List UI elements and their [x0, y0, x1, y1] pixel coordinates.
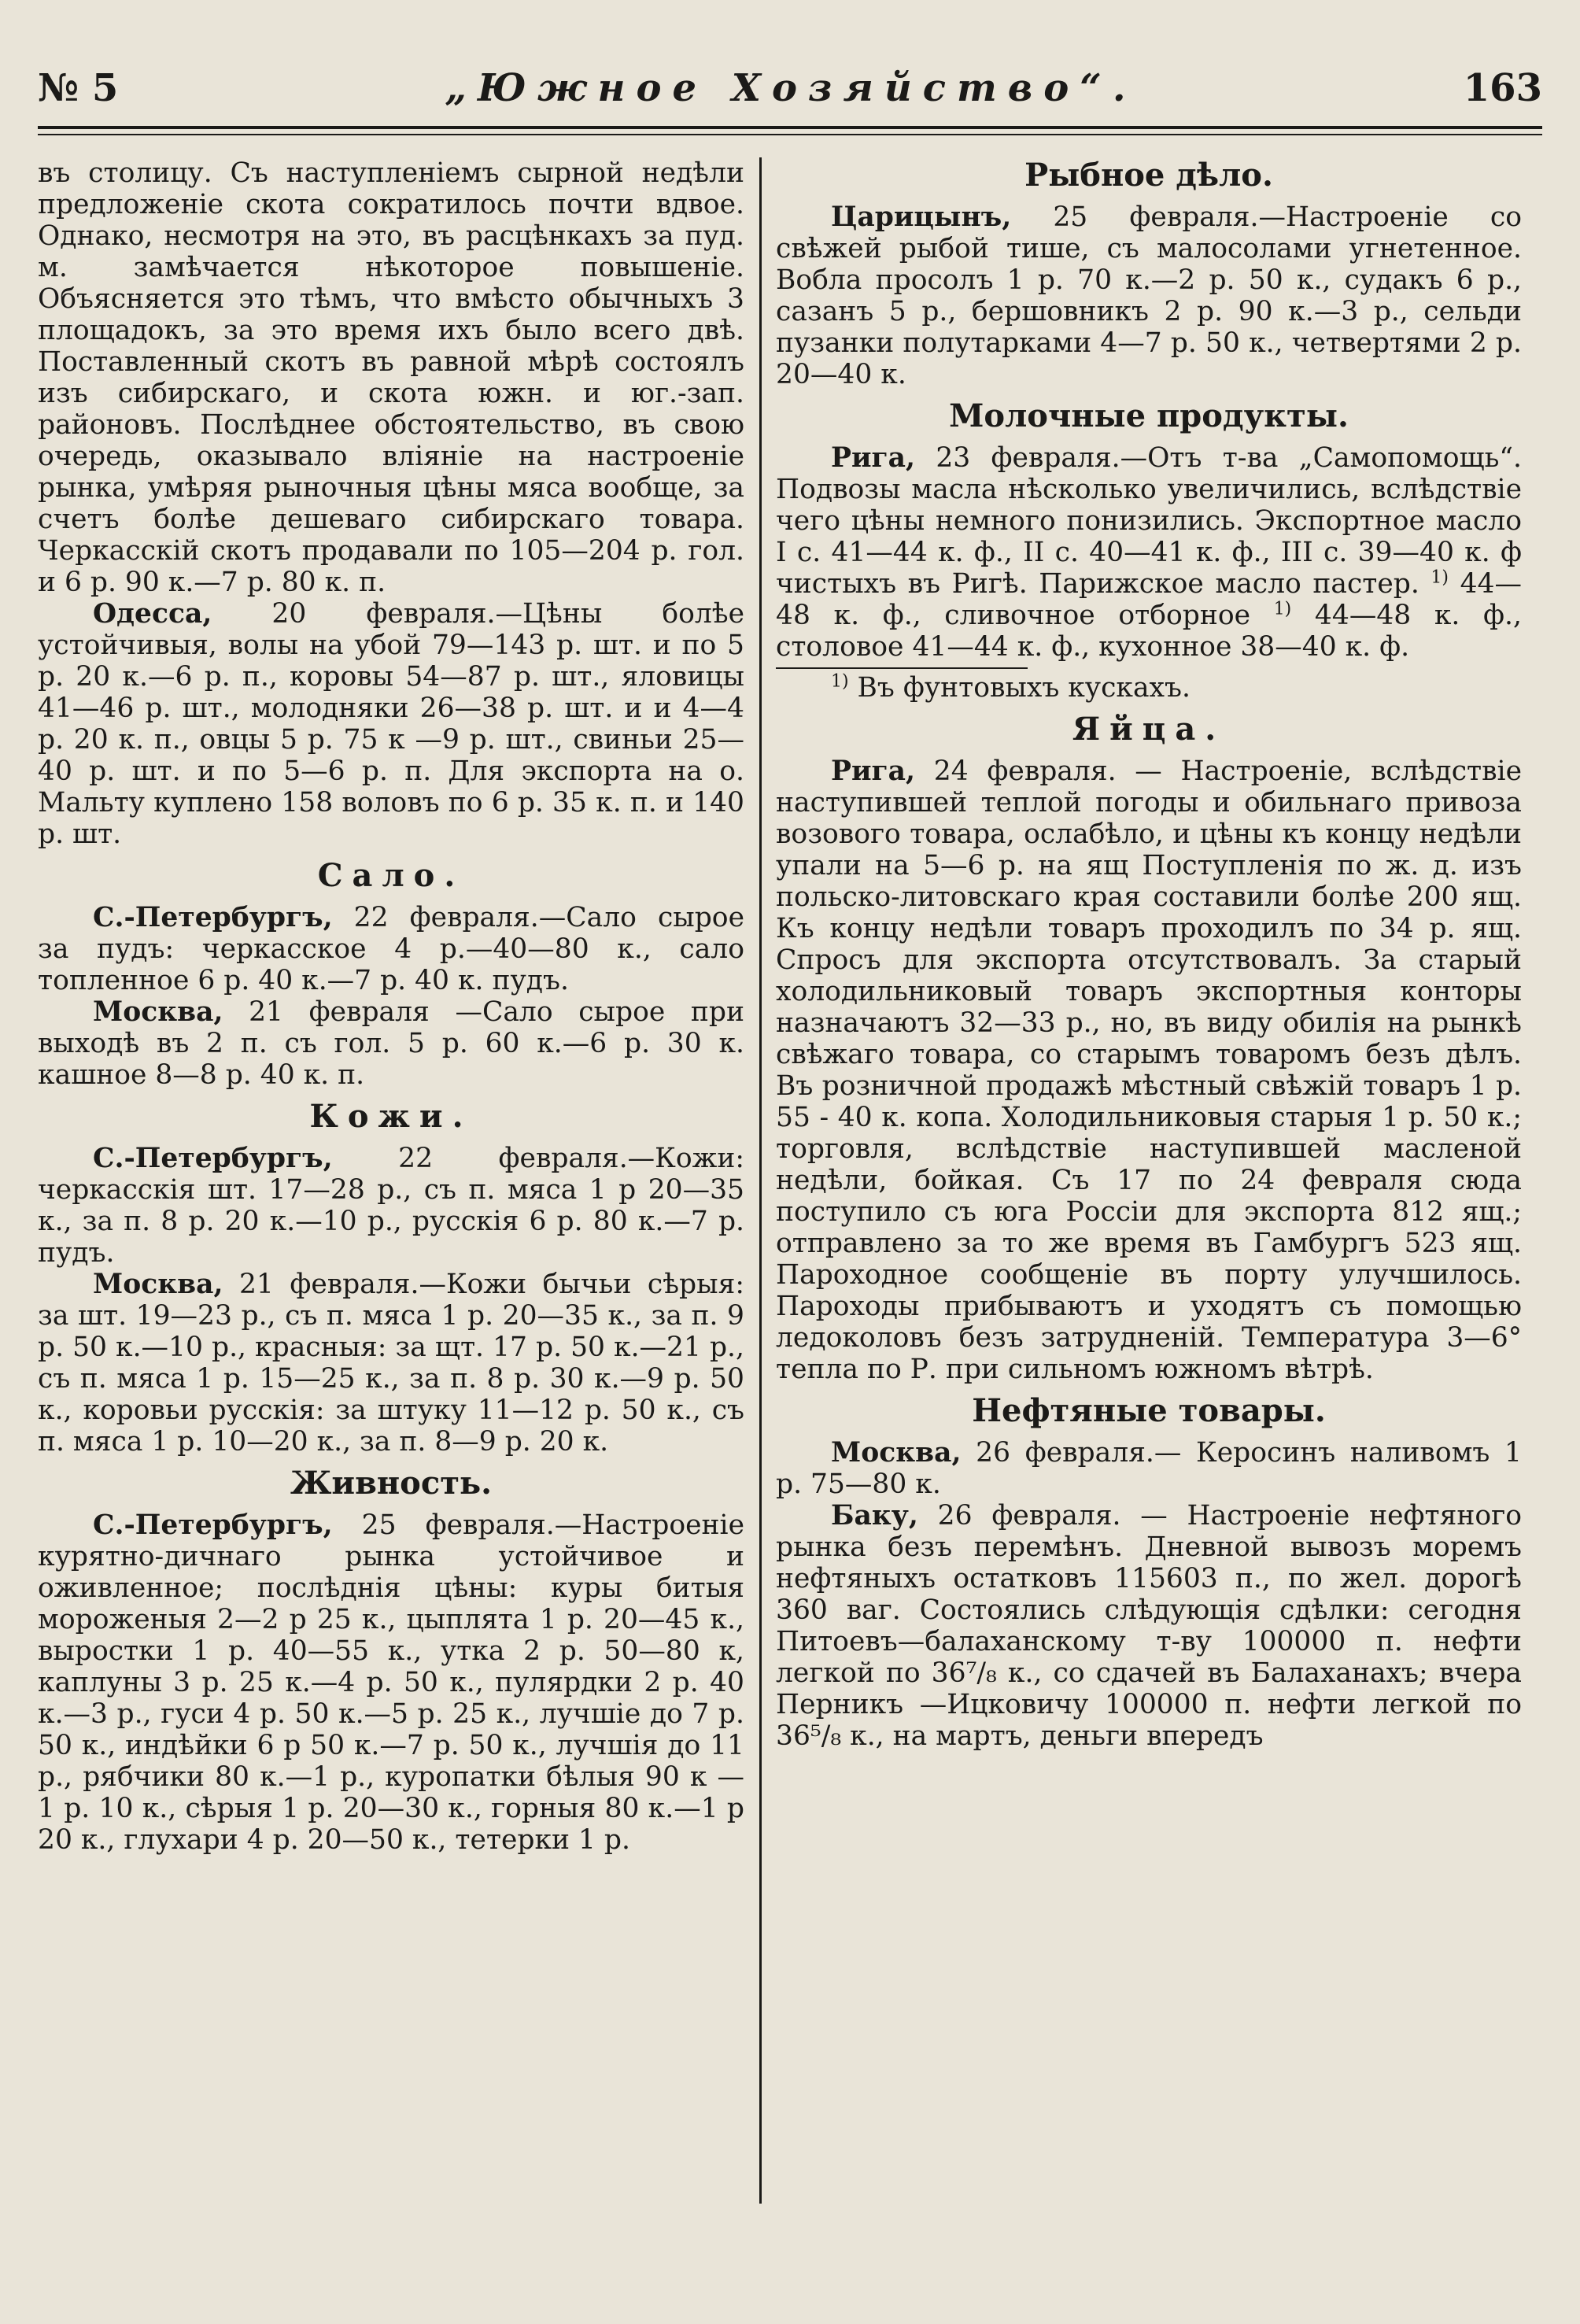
footnote-marker: 1): [1273, 599, 1292, 619]
footnote-marker: 1): [831, 671, 849, 692]
report-text: 44—48 к. ф., сливочное отборное: [776, 568, 1522, 631]
report-text: 22 февраля.—Кожи: черкасскія шт. 17—28 р., съ п. мяса 1 р 20—35 к., за п. 8 р. 20 к.—10 р., русскія 6 р. 80 к.—7 р. пудъ.: [38, 1143, 744, 1269]
section-heading-salo: Сало.: [317, 857, 465, 894]
place-name: С.-Петербургъ,: [93, 902, 333, 933]
report-text: 22 февраля.—Сало сырое за пудъ: черкасское 4 р.—40—80 к., сало топленное 6 р. 40 к.—7 р. 40 к. пудъ.: [38, 902, 744, 996]
paragraph-spb-kozhi: [38, 1143, 744, 1269]
report-text: 25 февраля.—Настроеніе курятно-дичнаго рынка устойчивое и оживленное; послѣднія цѣны: куры битыя мороженыя 2—2 р 25 к., цыплята 1 р. 20—45 к., выростки 1 р. 40—55 к., утка 2 р. 50—80 к, каплуны 3 р. 25 к.—4 р. 50 к., пулярдки 2 р. 40 к.—3 р., гуси 4 р. 50 к.—5 р. 25 к., лучшіе до 7 р. 50 к., индѣйки 6 р 50 к.—7 р. 50 к., лучшія до 11 р., рябчики 80 к.—1 р., куропатки бѣлыя 90 к —1 р. 10 к., сѣрыя 1 р. 20—30 к., горныя 80 к.—1 р 20 к., глухари 4 р. 20—50 к., тетерки 1 р.: [38, 1509, 744, 1856]
report-text: 20 февраля.—Цѣны болѣе устойчивыя, волы на убой 79—143 р. шт. и по 5 р. 20 к.—6 р. п., коровы 54—87 р. шт., яловицы 41—46 р. шт., молодняки 26—38 р. шт. и и 4—4 р. 20 к. п., овцы 5 р. 75 к —9 р. шт., свиньи 25—40 р. шт. и по 5—6 р. п. Для экспорта на о. Мальту куплено 158 воловъ по 6 р. 35 к. п. и 140 р. шт.: [38, 598, 744, 850]
footnote-text: Въ фунтовыхъ кускахъ.: [848, 672, 1191, 704]
place-name: С.-Петербургъ,: [93, 1509, 333, 1541]
paragraph-moscow-salo: [38, 996, 744, 1091]
paragraph-moscow-neft: [776, 1437, 1522, 1500]
section-heading-zhivnost: Живность.: [290, 1465, 493, 1502]
issue-number: № 5: [38, 66, 119, 110]
report-text: 44—48 к. ф., столовое 41—44 к. ф., кухонное 38—40 к. ф.: [776, 600, 1522, 663]
footnote-marker: 1): [1430, 567, 1449, 588]
paragraph-baku-neft: [776, 1500, 1522, 1752]
place-name: Москва,: [93, 1269, 223, 1300]
place-name: Москва,: [831, 1437, 962, 1469]
place-name: Баку,: [831, 1500, 918, 1531]
page-header: [38, 66, 1542, 121]
header-rule-thin: [38, 134, 1542, 135]
journal-title: „Южное Хозяйство“.: [445, 66, 1137, 110]
report-text: 26 февраля.— Керосинъ наливомъ 1 р. 75—80 к.: [776, 1437, 1522, 1500]
paragraph-spb-zhivnost: [38, 1509, 744, 1856]
place-name: Одесса,: [93, 598, 212, 630]
header-rule-thick: [38, 126, 1542, 129]
left-column: [38, 157, 744, 2293]
section-heading-moloko: Молочные продукты.: [949, 397, 1349, 434]
place-name: Москва,: [93, 996, 223, 1028]
paragraph-spb-salo: [38, 902, 744, 996]
paragraph-livestock-continued: въ столицу. Съ наступленіемъ сырной недѣли предложеніе скота сократилось почти вдвое. Однако, несмотря на это, въ расцѣнкахъ за пуд. м. замѣчается нѣкоторое повышеніе. Объясняется это тѣмъ, что вмѣсто обычныхъ 3 площадокъ, за это время ихъ было всего двѣ. Поставленный скотъ въ равной мѣрѣ состоялъ изъ сибирскаго, и скота южн. и юг.-зап. районовъ. Послѣднее обстоятельство, въ свою очередь, оказывало вліяніе на настроеніе рынка, умѣряя рыночныя цѣны мяса вообще, за счетъ болѣе дешеваго сибирскаго товара. Черкасскій скотъ продавали по 105—204 р. гол. и 6 р. 90 к.—7 р. 80 к. п.: [38, 157, 744, 598]
report-text: 26 февраля. — Настроеніе нефтяного рынка безъ перемѣнъ. Дневной вывозъ моремъ нефтяныхъ остатковъ 115603 п., по жел. дорогѣ 360 ваг. Состоялись слѣдующія сдѣлки: сегодня Питоевъ—балаханскому т-ву 100000 п. нефти легкой по 36⁷/₈ к., со сдачей въ Балаханахъ; вчера Перникъ —Ицковичу 100000 п. нефти легкой по 36⁵/₈ к., на мартъ, деньги впередъ: [776, 1500, 1522, 1752]
paragraph-odessa: [38, 598, 744, 850]
right-column: [776, 157, 1522, 2293]
paragraph-riga-moloko: [776, 442, 1522, 663]
section-heading-yaytsa: Яйца.: [1072, 711, 1226, 748]
report-text: 21 февраля —Сало сырое при выходѣ въ 2 п. съ гол. 5 р. 60 к.—6 р. 30 к. кашное 8—8 р. 40 к. п.: [38, 996, 744, 1091]
place-name: С.-Петербургъ,: [93, 1143, 333, 1174]
report-text: 21 февраля.—Кожи бычьи сѣрыя: за шт. 19—23 р., съ п. мяса 1 р. 20—35 к., за п. 9 р. 50 к.—10 р., красныя: за щт. 17 р. 50 к.—21 р., съ п. мяса 1 р. 15—25 к., за п. 8 р. 30 к.—9 р. 50 к., коровьи русскія: за штуку 11—12 р. 50 к., съ п. мяса 1 р. 10—20 к., за п. 8—9 р. 20 к.: [38, 1269, 744, 1458]
page-number: 163: [1463, 66, 1542, 110]
footnote-rule: [776, 667, 1028, 669]
place-name: Царицынъ,: [831, 201, 1012, 233]
paragraph-riga-yaytsa: [776, 756, 1522, 1385]
paragraph-tsaritsyn: [776, 201, 1522, 390]
place-name: Рига,: [831, 442, 916, 474]
section-heading-ryba: Рыбное дѣло.: [1024, 157, 1273, 194]
paragraph-moscow-kozhi: [38, 1269, 744, 1458]
footnote: [776, 672, 1522, 704]
section-heading-kozhi: Кожи.: [309, 1098, 473, 1135]
place-name: Рига,: [831, 756, 916, 787]
section-heading-neft: Нефтяные товары.: [972, 1392, 1326, 1429]
report-text: 24 февраля. — Настроеніе, вслѣдствіе наступившей теплой погоды и обильнаго привоза возового товара, ослабѣло, и цѣны къ концу недѣли упали на 5—6 р. на ящ Поступленія по ж. д. изъ польско-литовскаго края составили болѣе 200 ящ. Къ концу недѣли товаръ проходилъ по 34 р. ящ. Спросъ для экспорта отсутствовалъ. За старый холодильниковый товаръ экспортныя конторы назначаютъ 32—33 р., но, въ виду обилія на рынкѣ свѣжаго товара, со старымъ товаромъ безъ дѣлъ. Въ розничной продажѣ мѣстный свѣжій товаръ 1 р. 55 - 40 к. копа. Холодильниковыя старыя 1 р. 50 к.; торговля, вслѣдствіе наступившей масленой недѣли, бойкая. Съ 17 по 24 февраля сюда поступило съ юга Россіи для экспорта 812 ящ.; отправлено за то же время въ Гамбургъ 523 ящ. Пароходное сообщеніе въ порту улучшилось. Пароходы прибываютъ и уходятъ съ помощью ледоколовъ безъ затрудненій. Температура 3—6° тепла по Р. при сильномъ южномъ вѣтрѣ.: [776, 756, 1522, 1385]
report-text: 25 февраля.—Настроеніе со свѣжей рыбой тише, съ малосолами угнетенное. Вобла просолъ 1 р. 70 к.—2 р. 50 к., судакъ 6 р., сазанъ 5 р., бершовникъ 2 р. 90 к.—3 р., сельди пузанки полутарками 4—7 р. 50 к., четвертями 2 р. 20—40 к.: [776, 201, 1522, 390]
report-text: 23 февраля.—Отъ т-ва „Самопомощь“. Подвозы масла нѣсколько увеличились, вслѣдствіе чего цѣны немного понизились. Экспортное масло I с. 41—44 к. ф., II с. 40—41 к. ф., III с. 39—40 к. ф чистыхъ въ Ригѣ. Парижское масло пастер.: [776, 442, 1522, 600]
column-divider: [759, 157, 762, 2204]
